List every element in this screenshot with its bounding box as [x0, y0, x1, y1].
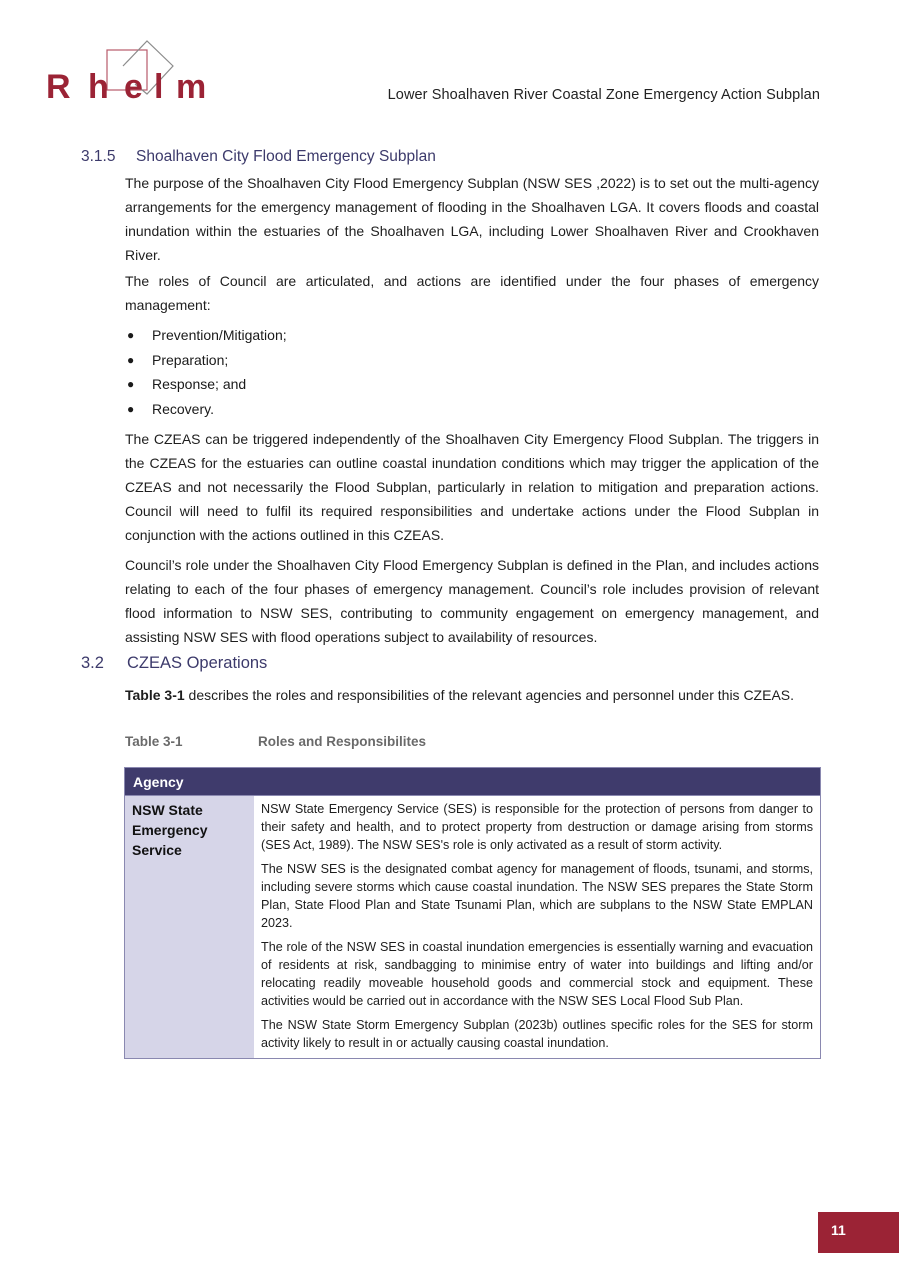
section-number: 3.1.5 [81, 148, 116, 165]
column-header-agency: Agency [125, 768, 255, 796]
section-heading-3-2 [81, 654, 267, 673]
page-number: 11 [818, 1212, 899, 1253]
table-caption: Table 3-1 Roles and Responsibilites [125, 734, 427, 749]
list-item: ● Prevention/Mitigation; [125, 323, 287, 348]
svg-text:h: h [88, 68, 109, 106]
phases-list [125, 323, 287, 421]
paragraph-purpose [125, 171, 819, 273]
bullet-icon: ● [127, 352, 135, 367]
paragraph-czeas-trigger [125, 427, 819, 655]
paragraph-roles [125, 269, 819, 323]
bullet-icon: ● [127, 328, 135, 342]
section-title: Shoalhaven City Flood Emergency Subplan [136, 148, 436, 165]
section-heading-3-1-5 [81, 148, 436, 166]
bullet-icon: ● [127, 401, 135, 416]
svg-text:m: m [176, 68, 207, 106]
rhelm-logo [44, 38, 219, 106]
section-title: CZEAS Operations [127, 654, 268, 672]
paragraph-text: The roles of Council are articulated, and actions are identified under the four phases of emergency management: [125, 273, 819, 313]
bullet-icon: ● [127, 377, 135, 391]
roles-table [124, 767, 821, 1059]
paragraph-text: Council’s role under the Shoalhaven City Flood Emergency Subplan is defined in the Plan, and includes actions relating to each of the four phases of emergency management. Council’s role includes provision of relevant flood information to NSW SES, contributing to community engagement on emergency management, and assisting NSW SES with flood operations subject to availability of resources. [125, 557, 819, 645]
list-item: ● Recovery. [125, 397, 287, 422]
list-item: ● Preparation; [125, 348, 287, 373]
table-reference-link[interactable]: Table 3-1 [125, 687, 185, 703]
description-cell [254, 796, 821, 1059]
rhelm-logo-graphic [44, 38, 219, 106]
section-number: 3.2 [81, 654, 104, 672]
svg-text:l: l [154, 68, 164, 106]
document-title: Lower Shoalhaven River Coastal Zone Emergency Action Subplan [387, 87, 820, 103]
description-paragraph: The NSW SES is the designated combat agency for management of floods, tsunami, and storms, including severe storms which cause coastal inundation. The NSW SES prepares the State Storm Plan, State Flood Plan and State Tsunami Plan, which are subplans to the NSW State EMPLAN 2023. [261, 862, 813, 930]
list-item: ● Response; and [125, 372, 287, 397]
column-header-description [254, 768, 821, 796]
paragraph-table-intro: Table 3-1 describes the roles and responsibilities of the relevant agencies and personnel under this CZEAS. [125, 687, 795, 703]
svg-text:e: e [124, 68, 143, 106]
table-header-row [125, 768, 821, 796]
description-paragraph: NSW State Emergency Service (SES) is responsible for the protection of persons from danger to their safety and health, and to protect property from destruction or damage arising from storms (SES Act, 1989). The NSW SES's role is only activated as a result of storm activity. [261, 802, 813, 852]
paragraph-text: The CZEAS can be triggered independently of the Shoalhaven City Emergency Flood Subplan. The triggers in the CZEAS for the estuaries can outline coastal inundation conditions which may trigger the application of the CZEAS and not necessarily the Flood Subplan, particularly in relation to mitigation and preparation actions. Council will need to fulfil its required responsibilities and undertake actions under the Flood Subplan in conjunction with the actions outlined in this CZEAS. [125, 431, 819, 543]
agency-cell: NSW State Emergency Service [125, 796, 255, 1059]
logo-letter-r: R [46, 68, 71, 106]
description-paragraph: The NSW State Storm Emergency Subplan (2023b) outlines specific roles for the SES for storm activity likely to result in or actually causing coastal inundation. [261, 1018, 813, 1050]
table-row [125, 796, 821, 1059]
paragraph-text: The purpose of the Shoalhaven City Flood Emergency Subplan (NSW SES ,2022) is to set out the multi-agency arrangements for the emergency management of flooding in the Shoalhaven LGA. It covers floods and coastal inundation within the estuaries of the Shoalhaven LGA, including Lower Shoalhaven River and Crookhaven River. [125, 175, 819, 263]
description-paragraph: The role of the NSW SES in coastal inundation emergencies is essentially warning and evacuation of residents at risk, sandbagging to minimise entry of water into buildings and lifting and/or relocating readily moveable household goods and commercial stock and equipment. These activities would be carried out in accordance with the NSW SES Local Flood Sub Plan. [261, 940, 813, 1008]
